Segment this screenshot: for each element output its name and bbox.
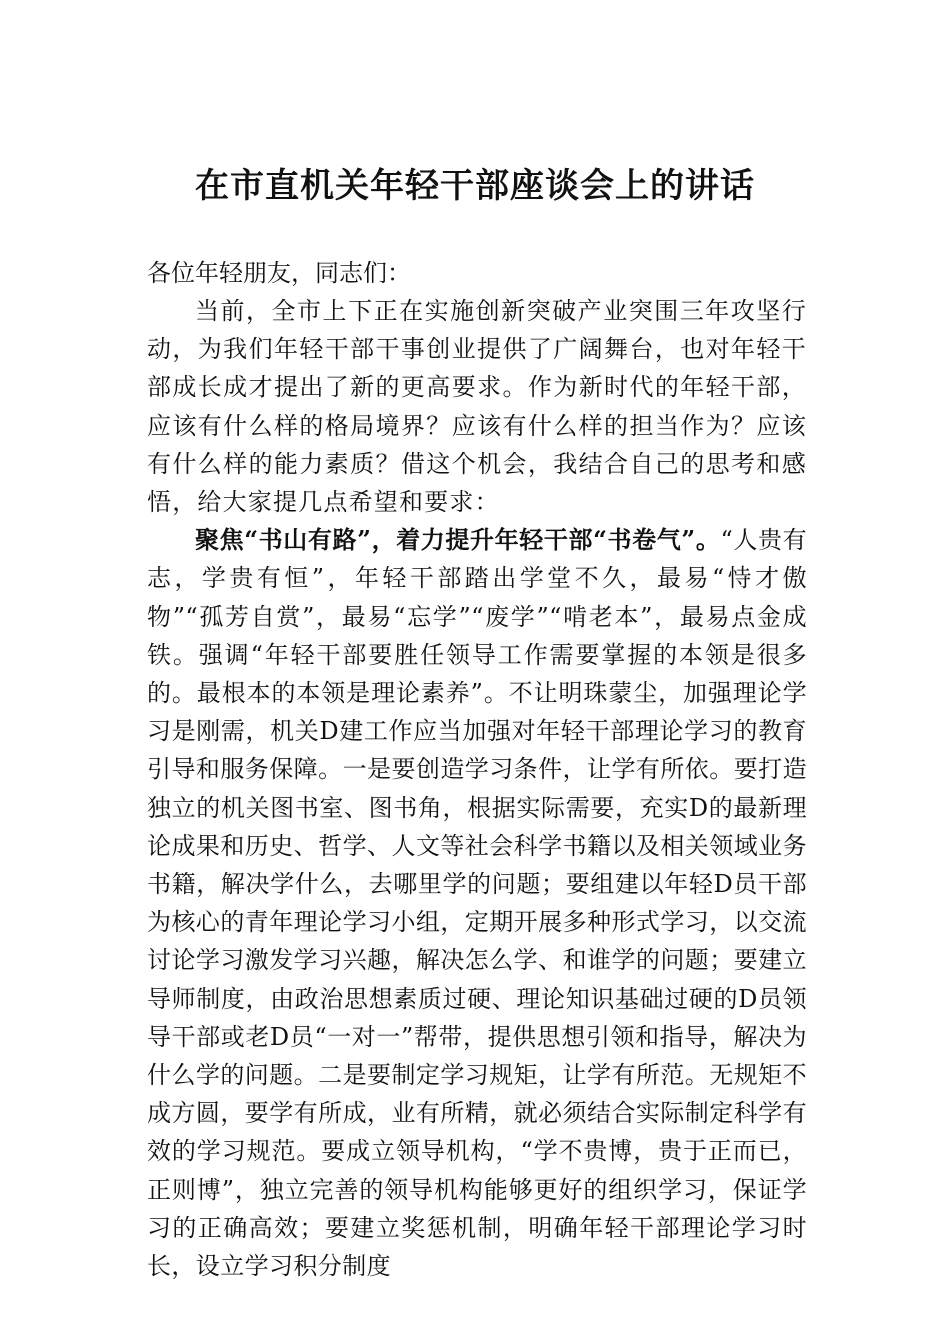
document-body — [147, 292, 807, 1285]
paragraph-intro-text: 当前，全市上下正在实施创新突破产业突围三年攻坚行动，为我们年轻干部干事创业提供了广阔舞台，也对年轻干部成长成才提出了新的更高要求。作为新时代的年轻干部，应该有什么样的格局境界？应该有什么样的担当作为？应该有什么样的能力素质？借这个机会，我结合自己的思考和感悟，给大家提几点希望和要求： — [147, 297, 807, 517]
document-title: 在市直机关年轻干部座谈会上的讲话 — [195, 166, 755, 206]
paragraph-section-1 — [147, 521, 807, 1285]
salutation: 各位年轻朋友，同志们： — [147, 259, 411, 287]
paragraph-intro — [147, 292, 807, 521]
section-1-heading: 聚焦“书山有路”，着力提升年轻干部“书卷气”。 — [195, 525, 721, 555]
section-1-text: “人贵有志，学贵有恒”，年轻干部踏出学堂不久，最易“恃才傲物”“孤芳自赏”，最易“忘学”“废学”“啃老本”，最易点金成铁。强调“年轻干部要胜任领导工作需要掌握的本领是很多的。最根本的本领是理论素养”。不让明珠蒙尘，加强理论学习是刚需，机关D建工作应当加强对年轻干部理论学习的教育引导和服务保障。一是要创造学习条件，让学有所依。要打造独立的机关图书室、图书角，根据实际需要，充实D的最新理论成果和历史、哲学、人文等社会科学书籍以及相关领域业务书籍，解决学什么，去哪里学的问题；要组建以年轻D员干部为核心的青年理论学习小组，定期开展多种形式学习，以交流讨论学习激发学习兴趣，解决怎么学、和谁学的问题；要建立导师制度，由政治思想素质过硬、理论知识基础过硬的D员领导干部或老D员“一对一”帮带，提供思想引领和指导，解决为什么学的问题。二是要制定学习规矩，让学有所范。无规矩不成方圆，要学有所成，业有所精，就必须结合实际制定科学有效的学习规范。要成立领导机构，“学不贵博，贵于正而已，正则博”，独立完善的领导机构能够更好的组织学习，保证学习的正确高效；要建立奖惩机制，明确年轻干部理论学习时长，设立学习积分制度 — [147, 526, 807, 1281]
